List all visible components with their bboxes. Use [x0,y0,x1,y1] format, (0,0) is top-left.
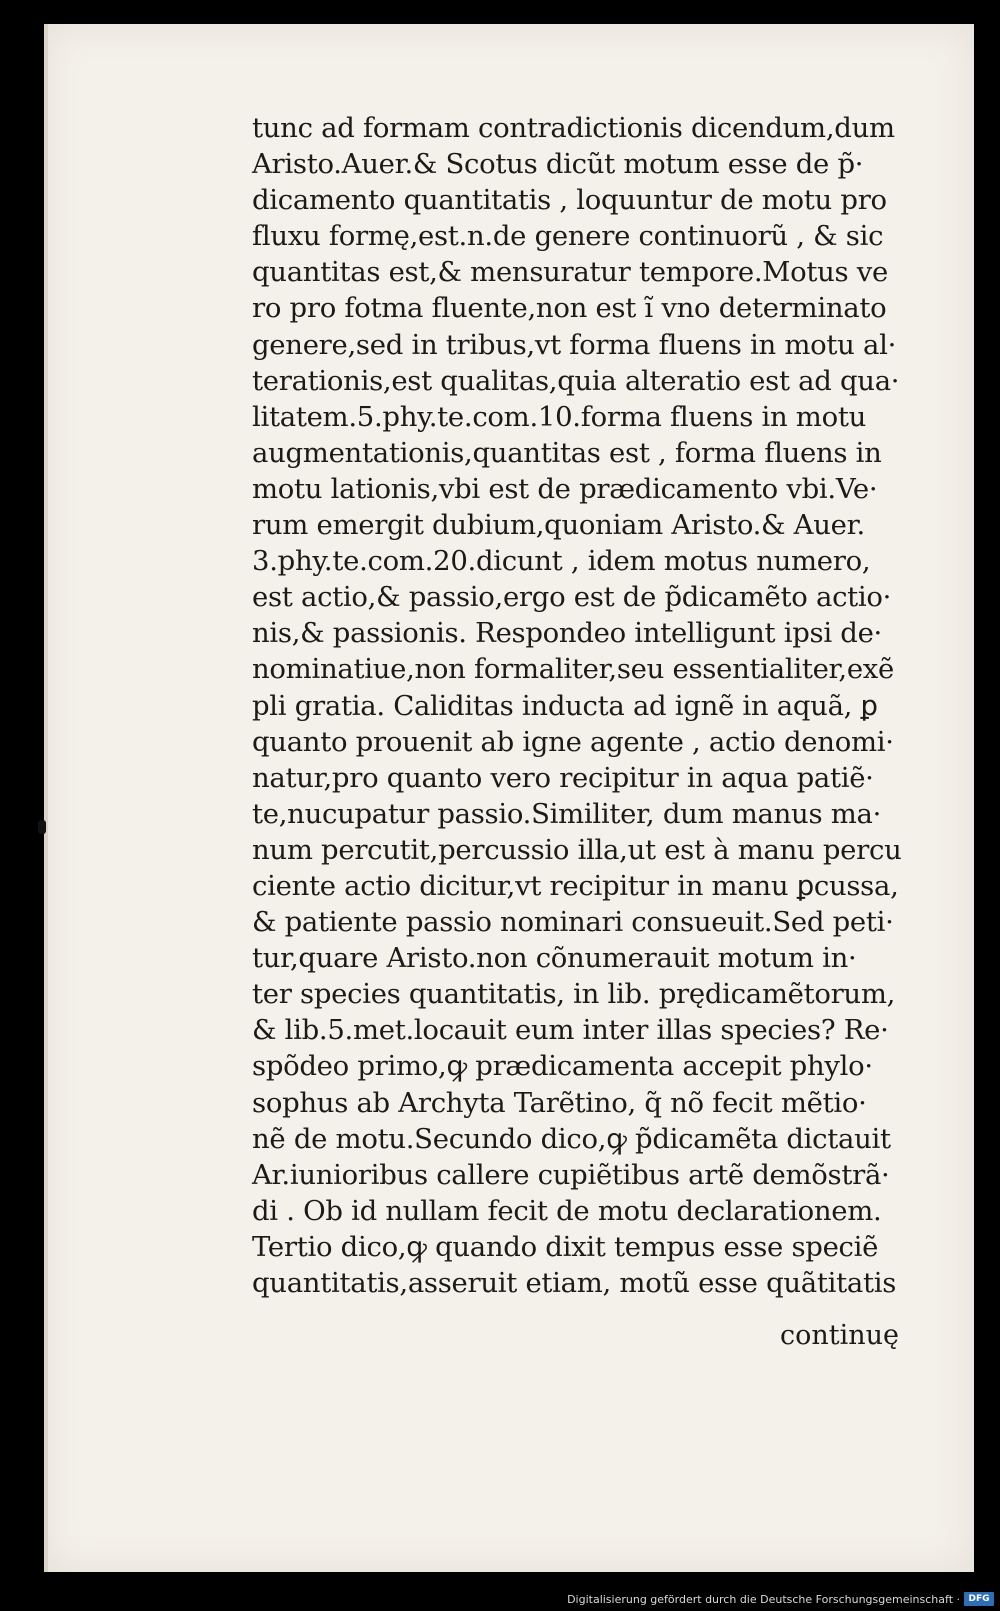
text-line-10: augmentationis,quantitas est , forma fluens in [252,436,882,469]
text-line-2: Aristo.Auer.& Scotus dicũt motum esse de p̃· [252,148,864,181]
text-line-11: motu lationis,vbi est de prædicamento vbi.Ve· [252,472,878,505]
text-line-18: quanto prouenit ab igne agente , actio denomi· [252,725,894,758]
text-line-5: quantitas est,& mensuratur tempore.Motus ve [252,256,889,289]
text-line-6: ro pro fotma fluente,non est ĩ vno determinato [252,292,887,325]
text-line-22: ciente actio dicitur,vt recipitur in manu ꝑcussa, [252,869,899,902]
text-line-1: tunc ad formam contradictionis dicendum,dum [252,112,895,144]
funding-credit: Digitalisierung gefördert durch die Deutsche Forschungsgemeinschaft · [567,1593,960,1606]
text-line-7: genere,sed in tribus,vt forma fluens in motu al· [252,328,897,361]
text-line-21: num percutit,percussio illa,ut est à manu percu [252,833,902,866]
text-line-9: litatem.5.phy.te.com.10.forma fluens in motu [252,400,866,433]
text-line-13: 3.phy.te.com.20.dicunt , idem motus numero, [252,545,871,578]
dfg-logo-icon: DFG [964,1592,994,1606]
text-line-17: pli gratia. Caliditas inducta ad ignẽ in aquã, ꝑ [252,689,878,722]
text-line-12: rum emergit dubium,quoniam Aristo.& Auer. [252,509,865,542]
text-line-30: Ar.iunioribus callere cupiẽtibus artẽ demõstrã· [252,1158,890,1191]
catchword: continuę [780,1320,900,1351]
text-line-32: Tertio dico,ꝙ quando dixit tempus esse speciẽ [252,1230,879,1263]
text-line-8: terationis,est qualitas,quia alteratio est ad qua· [252,364,900,397]
text-line-15: nis,& passionis. Respondeo intelligunt ipsi de· [252,617,883,650]
body-text [252,110,952,1301]
text-line-23: & patiente passio nominari consueuit.Sed peti· [252,906,894,939]
text-line-19: natur,pro quanto vero recipitur in aqua patiẽ· [252,761,874,794]
text-line-33: quantitatis,asseruit etiam, motũ esse quãtitatis [252,1267,897,1299]
text-line-29: nẽ de motu.Secundo dico,ꝙ p̃dicamẽta dictauit [252,1122,891,1155]
text-line-14: est actio,& passio,ergo est de p̃dicamẽto actio· [252,581,892,614]
text-line-28: sophus ab Archyta Tarẽtino, q̃ nõ fecit mẽtio· [252,1086,867,1119]
text-line-27: spõdeo primo,ꝙ prædicamenta accepit phylo· [252,1050,873,1083]
text-line-26: & lib.5.met.locauit eum inter illas species? Re· [252,1014,889,1047]
page-edge [44,24,48,1572]
text-line-20: te,nucupatur passio.Similiter, dum manus ma· [252,797,882,830]
text-line-3: dicamento quantitatis , loquuntur de motu pro [252,184,887,217]
text-line-31: di . Ob id nullam fecit de motu declarationem. [252,1194,882,1227]
text-line-4: fluxu formę,est.n.de genere continuorũ , & sic [252,220,884,253]
text-line-16: nominatiue,non formaliter,seu essentialiter,exẽ [252,653,894,686]
binding-mark [38,820,46,834]
text-line-24: tur,quare Aristo.non cõnumerauit motum in· [252,942,857,975]
text-line-25: ter species quantitatis, in lib. prędicamẽtorum, [252,978,896,1011]
